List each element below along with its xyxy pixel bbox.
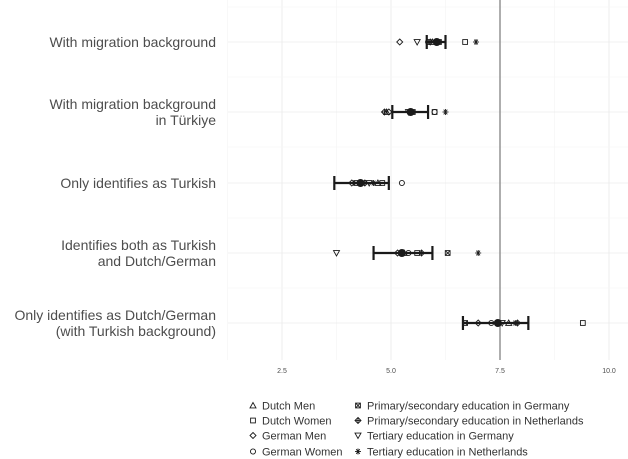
point-estimate <box>356 179 364 187</box>
x-tick-label: 5.0 <box>386 368 396 375</box>
x-tick-label: 2.5 <box>277 368 287 375</box>
legend-item-dutch-women <box>251 416 332 428</box>
legend-item-german-men <box>250 431 326 443</box>
x-tick-label: 10.0 <box>602 368 616 375</box>
point-estimate <box>494 319 502 327</box>
legend-item-german-women <box>250 447 342 459</box>
point-tertiary-education-in-netherlands <box>475 250 481 256</box>
point-tertiary-education-in-netherlands <box>473 39 479 45</box>
point-tertiary-education-in-netherlands <box>443 109 449 115</box>
legend-item-primary-secondary-education-in-netherlands <box>355 416 584 428</box>
legend-label: Tertiary education in Germany <box>367 430 514 443</box>
legend-item-tertiary-education-in-germany <box>355 431 514 443</box>
legend-label: Tertiary education in Netherlands <box>367 446 528 459</box>
legend-label: German Men <box>262 430 327 443</box>
legend-label: Dutch Women <box>262 415 332 428</box>
point-estimate <box>407 108 415 116</box>
legend-label: Dutch Men <box>262 400 316 413</box>
legend-key-tertiary-education-in-netherlands <box>355 449 361 455</box>
category-label: Only identifies as Dutch/German (with Turkish background) <box>14 307 216 339</box>
legend-item-primary-secondary-education-in-germany <box>356 401 570 413</box>
category-label: Identifies both as Turkish and Dutch/German <box>61 237 216 269</box>
legend-label: Primary/secondary education in Netherlands <box>367 415 584 428</box>
legend-label: Primary/secondary education in Germany <box>367 400 570 413</box>
category-label: With migration background <box>49 34 216 50</box>
point-estimate <box>433 38 441 46</box>
category-label: Only identifies as Turkish <box>60 175 216 191</box>
legend-item-tertiary-education-in-netherlands <box>355 447 528 459</box>
x-tick-label: 7.5 <box>495 368 505 375</box>
point-estimate <box>398 249 406 257</box>
legend-label: German Women <box>262 446 343 459</box>
category-label: With migration background in Türkiye <box>49 96 216 128</box>
